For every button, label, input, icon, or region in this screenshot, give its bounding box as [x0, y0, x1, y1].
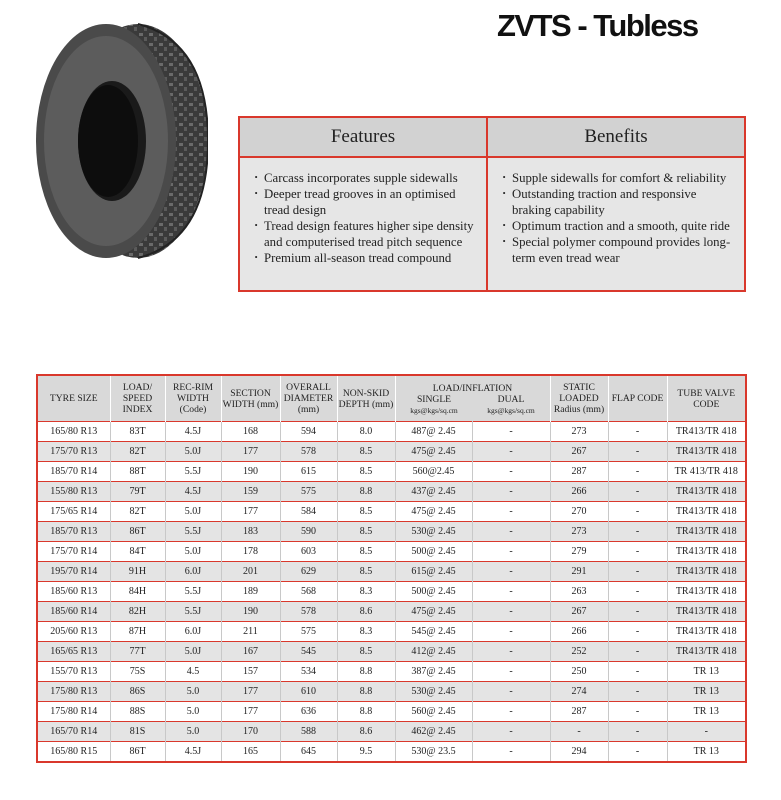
cell-flap-code: - — [608, 682, 667, 702]
cell-static-radius: 279 — [550, 542, 608, 562]
cell-section-width: 177 — [221, 702, 280, 722]
cell-tyre-size: 185/60 R14 — [38, 602, 110, 622]
table-row — [38, 742, 745, 762]
cell-nonskid-depth: 8.3 — [337, 622, 395, 642]
cell-load-dual: - — [472, 722, 550, 742]
cell-nonskid-depth: 8.5 — [337, 462, 395, 482]
cell-load-dual: - — [472, 542, 550, 562]
feature-item: · Premium all-season tread compound — [254, 250, 480, 266]
cell-flap-code: - — [608, 422, 667, 442]
cell-section-width: 177 — [221, 682, 280, 702]
cell-nonskid-depth: 8.3 — [337, 582, 395, 602]
cell-tube-valve: TR413/TR 418 — [667, 442, 745, 462]
cell-tyre-size: 205/60 R13 — [38, 622, 110, 642]
cell-overall-diameter: 603 — [280, 542, 337, 562]
benefits-header: Benefits — [488, 118, 744, 158]
cell-tube-valve: TR413/TR 418 — [667, 622, 745, 642]
header-dual: DUAL — [497, 394, 525, 405]
cell-nonskid-depth: 8.8 — [337, 682, 395, 702]
cell-load-single: 412@ 2.45 — [395, 642, 472, 662]
cell-load-dual: - — [472, 442, 550, 462]
header-single-unit: kgs@kgs/sq.cm — [410, 406, 458, 415]
cell-load-dual: - — [472, 702, 550, 722]
cell-flap-code: - — [608, 742, 667, 762]
features-benefits-box — [238, 116, 746, 292]
cell-rec-rim: 5.0 — [165, 682, 221, 702]
cell-overall-diameter: 610 — [280, 682, 337, 702]
cell-static-radius: 267 — [550, 602, 608, 622]
cell-load-single: 615@ 2.45 — [395, 562, 472, 582]
cell-section-width: 157 — [221, 662, 280, 682]
cell-load-speed: 82T — [110, 442, 165, 462]
cell-flap-code: - — [608, 542, 667, 562]
table-row — [38, 422, 745, 442]
cell-static-radius: 294 — [550, 742, 608, 762]
header-load-inflation — [395, 376, 550, 422]
table-row — [38, 542, 745, 562]
cell-load-speed: 87H — [110, 622, 165, 642]
cell-tyre-size: 195/70 R14 — [38, 562, 110, 582]
cell-load-speed: 84H — [110, 582, 165, 602]
table-row — [38, 482, 745, 502]
header-overall-diameter: OVERALL DIAMETER (mm) — [280, 376, 337, 422]
cell-nonskid-depth: 8.5 — [337, 542, 395, 562]
header-dual-unit: kgs@kgs/sq.cm — [487, 406, 535, 415]
header-static-radius: STATIC LOADED Radius (mm) — [550, 376, 608, 422]
features-header: Features — [240, 118, 486, 158]
cell-tube-valve: TR413/TR 418 — [667, 602, 745, 622]
cell-load-speed: 77T — [110, 642, 165, 662]
cell-load-single: 462@ 2.45 — [395, 722, 472, 742]
cell-rec-rim: 5.0 — [165, 722, 221, 742]
cell-load-dual: - — [472, 602, 550, 622]
cell-tube-valve: TR 13 — [667, 702, 745, 722]
header-flap-code: FLAP CODE — [608, 376, 667, 422]
cell-overall-diameter: 636 — [280, 702, 337, 722]
cell-overall-diameter: 645 — [280, 742, 337, 762]
benefits-column — [488, 118, 744, 290]
cell-rec-rim: 4.5J — [165, 422, 221, 442]
table-row — [38, 522, 745, 542]
cell-load-speed: 91H — [110, 562, 165, 582]
cell-static-radius: 273 — [550, 522, 608, 542]
cell-rec-rim: 5.0J — [165, 542, 221, 562]
cell-load-single: 560@2.45 — [395, 462, 472, 482]
cell-section-width: 177 — [221, 442, 280, 462]
cell-tyre-size: 185/60 R13 — [38, 582, 110, 602]
cell-tyre-size: 175/80 R13 — [38, 682, 110, 702]
table-row — [38, 502, 745, 522]
cell-nonskid-depth: 8.5 — [337, 502, 395, 522]
cell-load-dual: - — [472, 742, 550, 762]
cell-load-dual: - — [472, 562, 550, 582]
cell-load-dual: - — [472, 522, 550, 542]
cell-load-speed: 86T — [110, 522, 165, 542]
cell-overall-diameter: 578 — [280, 602, 337, 622]
cell-nonskid-depth: 8.5 — [337, 522, 395, 542]
cell-static-radius: 287 — [550, 462, 608, 482]
cell-flap-code: - — [608, 522, 667, 542]
cell-overall-diameter: 568 — [280, 582, 337, 602]
cell-overall-diameter: 575 — [280, 482, 337, 502]
cell-rec-rim: 5.0J — [165, 642, 221, 662]
cell-load-single: 530@ 2.45 — [395, 522, 472, 542]
cell-section-width: 165 — [221, 742, 280, 762]
table-row — [38, 442, 745, 462]
cell-load-single: 545@ 2.45 — [395, 622, 472, 642]
cell-rec-rim: 5.0J — [165, 502, 221, 522]
cell-rec-rim: 4.5J — [165, 482, 221, 502]
cell-rec-rim: 5.5J — [165, 602, 221, 622]
cell-tube-valve: - — [667, 722, 745, 742]
cell-load-dual: - — [472, 482, 550, 502]
cell-tube-valve: TR 13 — [667, 742, 745, 762]
cell-static-radius: 291 — [550, 562, 608, 582]
cell-tube-valve: TR413/TR 418 — [667, 542, 745, 562]
cell-flap-code: - — [608, 602, 667, 622]
cell-load-single: 500@ 2.45 — [395, 542, 472, 562]
table-body — [38, 422, 745, 762]
cell-tube-valve: TR413/TR 418 — [667, 422, 745, 442]
cell-rec-rim: 5.5J — [165, 522, 221, 542]
cell-section-width: 168 — [221, 422, 280, 442]
cell-static-radius: 270 — [550, 502, 608, 522]
cell-static-radius: 266 — [550, 482, 608, 502]
cell-flap-code: - — [608, 622, 667, 642]
cell-load-single: 500@ 2.45 — [395, 582, 472, 602]
cell-static-radius: 287 — [550, 702, 608, 722]
cell-tube-valve: TR413/TR 418 — [667, 642, 745, 662]
cell-section-width: 177 — [221, 502, 280, 522]
cell-nonskid-depth: 8.8 — [337, 482, 395, 502]
benefit-item: · Outstanding traction and responsive braking capability — [502, 186, 738, 218]
cell-load-single: 530@ 23.5 — [395, 742, 472, 762]
cell-flap-code: - — [608, 702, 667, 722]
cell-static-radius: 267 — [550, 442, 608, 462]
cell-tube-valve: TR 13 — [667, 662, 745, 682]
cell-flap-code: - — [608, 722, 667, 742]
cell-overall-diameter: 629 — [280, 562, 337, 582]
cell-tube-valve: TR 13 — [667, 682, 745, 702]
cell-tyre-size: 165/70 R14 — [38, 722, 110, 742]
cell-section-width: 167 — [221, 642, 280, 662]
cell-section-width: 170 — [221, 722, 280, 742]
benefit-item: · Supple sidewalls for comfort & reliability — [502, 170, 738, 186]
cell-tyre-size: 155/80 R13 — [38, 482, 110, 502]
benefit-item: · Optimum traction and a smooth, quite ride — [502, 218, 738, 234]
table-row — [38, 662, 745, 682]
cell-section-width: 211 — [221, 622, 280, 642]
cell-flap-code: - — [608, 442, 667, 462]
cell-tyre-size: 175/70 R14 — [38, 542, 110, 562]
cell-load-dual: - — [472, 642, 550, 662]
cell-flap-code: - — [608, 642, 667, 662]
table-row — [38, 642, 745, 662]
cell-load-dual: - — [472, 422, 550, 442]
header-load-inflation-title: LOAD/INFLATION — [432, 383, 513, 394]
cell-nonskid-depth: 8.0 — [337, 422, 395, 442]
cell-flap-code: - — [608, 662, 667, 682]
cell-overall-diameter: 534 — [280, 662, 337, 682]
cell-load-dual: - — [472, 622, 550, 642]
cell-static-radius: 252 — [550, 642, 608, 662]
cell-load-speed: 88S — [110, 702, 165, 722]
cell-nonskid-depth: 8.8 — [337, 662, 395, 682]
cell-static-radius: 273 — [550, 422, 608, 442]
cell-rec-rim: 4.5 — [165, 662, 221, 682]
cell-nonskid-depth: 8.6 — [337, 602, 395, 622]
cell-load-single: 487@ 2.45 — [395, 422, 472, 442]
cell-load-single: 475@ 2.45 — [395, 602, 472, 622]
cell-tube-valve: TR413/TR 418 — [667, 502, 745, 522]
cell-rec-rim: 6.0J — [165, 622, 221, 642]
header-tyre-size: TYRE SIZE — [38, 376, 110, 422]
cell-load-speed: 86T — [110, 742, 165, 762]
cell-section-width: 189 — [221, 582, 280, 602]
cell-load-speed: 88T — [110, 462, 165, 482]
cell-rec-rim: 5.5J — [165, 462, 221, 482]
cell-load-speed: 75S — [110, 662, 165, 682]
cell-nonskid-depth: 8.6 — [337, 722, 395, 742]
table-row — [38, 602, 745, 622]
cell-tyre-size: 175/65 R14 — [38, 502, 110, 522]
cell-flap-code: - — [608, 502, 667, 522]
cell-static-radius: 266 — [550, 622, 608, 642]
cell-rec-rim: 5.5J — [165, 582, 221, 602]
cell-static-radius: 274 — [550, 682, 608, 702]
cell-nonskid-depth: 9.5 — [337, 742, 395, 762]
cell-load-speed: 84T — [110, 542, 165, 562]
cell-load-single: 530@ 2.45 — [395, 682, 472, 702]
table-row — [38, 622, 745, 642]
cell-rec-rim: 5.0 — [165, 702, 221, 722]
cell-tube-valve: TR413/TR 418 — [667, 562, 745, 582]
cell-rec-rim: 4.5J — [165, 742, 221, 762]
cell-static-radius: - — [550, 722, 608, 742]
cell-tyre-size: 185/70 R14 — [38, 462, 110, 482]
cell-load-dual: - — [472, 662, 550, 682]
cell-section-width: 183 — [221, 522, 280, 542]
cell-nonskid-depth: 8.5 — [337, 562, 395, 582]
cell-section-width: 159 — [221, 482, 280, 502]
cell-load-dual: - — [472, 582, 550, 602]
cell-load-dual: - — [472, 682, 550, 702]
cell-flap-code: - — [608, 462, 667, 482]
cell-tyre-size: 165/80 R13 — [38, 422, 110, 442]
table-row — [38, 722, 745, 742]
header-rec-rim: REC-RIM WIDTH (Code) — [165, 376, 221, 422]
feature-item: · Carcass incorporates supple sidewalls — [254, 170, 480, 186]
cell-overall-diameter: 578 — [280, 442, 337, 462]
cell-tyre-size: 175/80 R14 — [38, 702, 110, 722]
page-title: ZVTS - Tubless — [497, 8, 698, 43]
cell-static-radius: 263 — [550, 582, 608, 602]
cell-load-speed: 79T — [110, 482, 165, 502]
cell-load-single: 560@ 2.45 — [395, 702, 472, 722]
cell-load-speed: 86S — [110, 682, 165, 702]
cell-tube-valve: TR413/TR 418 — [667, 582, 745, 602]
cell-nonskid-depth: 8.5 — [337, 642, 395, 662]
cell-overall-diameter: 590 — [280, 522, 337, 542]
cell-nonskid-depth: 8.5 — [337, 442, 395, 462]
cell-tyre-size: 175/70 R13 — [38, 442, 110, 462]
features-column — [240, 118, 488, 290]
cell-load-speed: 82T — [110, 502, 165, 522]
cell-static-radius: 250 — [550, 662, 608, 682]
cell-tube-valve: TR413/TR 418 — [667, 482, 745, 502]
cell-rec-rim: 5.0J — [165, 442, 221, 462]
table-row — [38, 462, 745, 482]
cell-overall-diameter: 584 — [280, 502, 337, 522]
feature-item: · Deeper tread grooves in an optimised tread design — [254, 186, 480, 218]
table-row — [38, 562, 745, 582]
table-row — [38, 702, 745, 722]
header-section-width: SECTION WIDTH (mm) — [221, 376, 280, 422]
table-row — [38, 582, 745, 602]
cell-section-width: 190 — [221, 602, 280, 622]
cell-overall-diameter: 615 — [280, 462, 337, 482]
header-nonskid-depth: NON-SKID DEPTH (mm) — [337, 376, 395, 422]
cell-overall-diameter: 594 — [280, 422, 337, 442]
tyre-image — [28, 22, 208, 260]
table-row — [38, 682, 745, 702]
cell-load-dual: - — [472, 462, 550, 482]
benefit-item: · Special polymer compound provides long-term even tread wear — [502, 234, 738, 266]
header-load-speed: LOAD/ SPEED INDEX — [110, 376, 165, 422]
cell-tyre-size: 155/70 R13 — [38, 662, 110, 682]
cell-overall-diameter: 545 — [280, 642, 337, 662]
cell-load-speed: 81S — [110, 722, 165, 742]
feature-item: · Tread design features higher sipe density and computerised tread pitch sequence — [254, 218, 480, 250]
cell-load-single: 437@ 2.45 — [395, 482, 472, 502]
cell-overall-diameter: 588 — [280, 722, 337, 742]
cell-flap-code: - — [608, 482, 667, 502]
cell-load-single: 387@ 2.45 — [395, 662, 472, 682]
cell-nonskid-depth: 8.8 — [337, 702, 395, 722]
cell-section-width: 201 — [221, 562, 280, 582]
cell-tube-valve: TR413/TR 418 — [667, 522, 745, 542]
cell-load-single: 475@ 2.45 — [395, 442, 472, 462]
cell-tyre-size: 185/70 R13 — [38, 522, 110, 542]
cell-overall-diameter: 575 — [280, 622, 337, 642]
cell-load-dual: - — [472, 502, 550, 522]
cell-tyre-size: 165/80 R15 — [38, 742, 110, 762]
cell-tyre-size: 165/65 R13 — [38, 642, 110, 662]
cell-flap-code: - — [608, 582, 667, 602]
tyre-spec-table — [36, 374, 747, 763]
cell-tube-valve: TR 413/TR 418 — [667, 462, 745, 482]
cell-load-speed: 82H — [110, 602, 165, 622]
cell-rec-rim: 6.0J — [165, 562, 221, 582]
cell-load-speed: 83T — [110, 422, 165, 442]
cell-load-single: 475@ 2.45 — [395, 502, 472, 522]
cell-section-width: 178 — [221, 542, 280, 562]
header-tube-valve: TUBE VALVE CODE — [667, 376, 745, 422]
cell-section-width: 190 — [221, 462, 280, 482]
header-single: SINGLE — [416, 394, 452, 405]
cell-flap-code: - — [608, 562, 667, 582]
